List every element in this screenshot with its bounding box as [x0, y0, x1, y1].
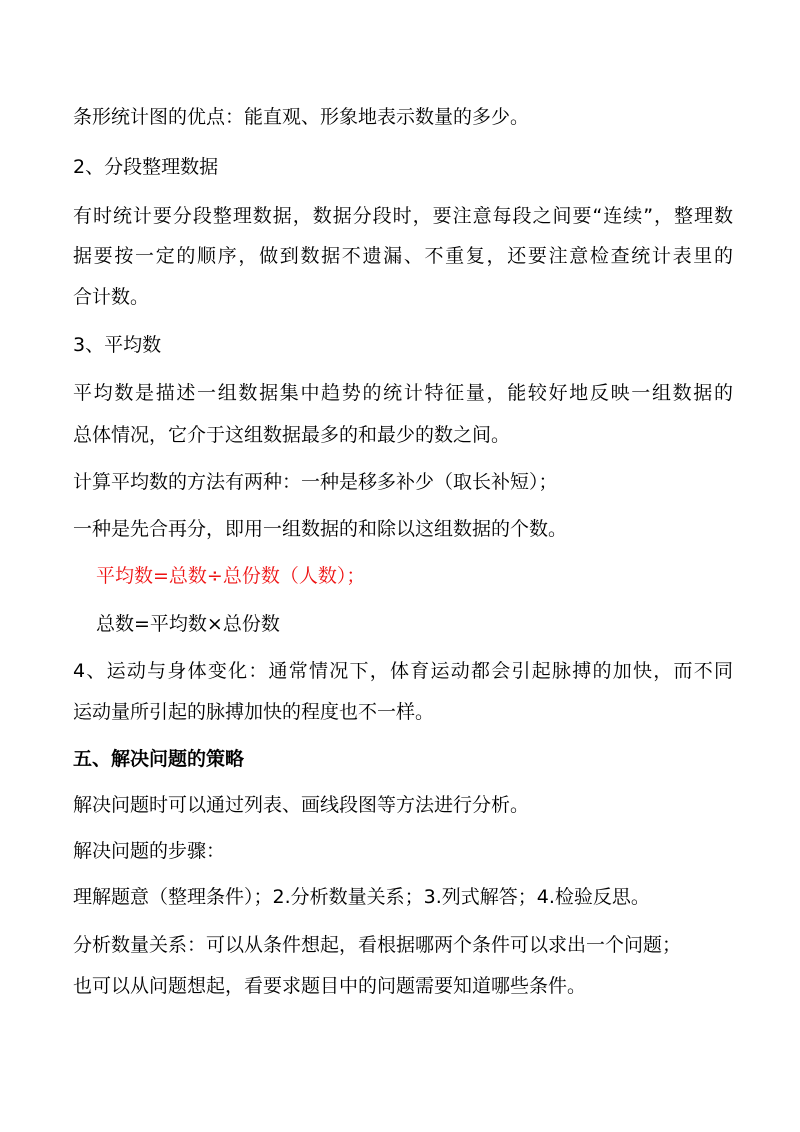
- section-5-steps: 理解题意（整理条件）；2.分析数量关系；3.列式解答；4.检验反思。: [73, 886, 650, 908]
- section-5-analysis-line-1: 分析数量关系：可以从条件想起，看根据哪两个条件可以求出一个问题；: [73, 934, 682, 956]
- section-5-intro: 解决问题时可以通过列表、画线段图等方法进行分析。: [73, 794, 530, 816]
- bar-chart-advantage-text: 条形统计图的优点：能直观、形象地表示数量的多少。: [73, 106, 530, 128]
- section-2-paragraph-line-3: 合计数。: [73, 286, 150, 308]
- section-3-definition-line-1: 平均数是描述一组数据集中趋势的统计特征量，能较好地反映一组数据的: [73, 382, 733, 404]
- section-4-line-2: 运动量所引起的脉搏加快的程度也不一样。: [73, 701, 435, 723]
- section-3-definition-line-2: 总体情况，它介于这组数据最多的和最少的数之间。: [73, 424, 511, 446]
- section-3-methods-line-1: 计算平均数的方法有两种：一种是移多补少（取长补短）；: [73, 471, 558, 493]
- section-4-line-1: 4、运动与身体变化：通常情况下，体育运动都会引起脉搏的加快，而不同: [73, 660, 733, 682]
- section-2-paragraph-line-2: 据要按一定的顺序，做到数据不遗漏、不重复，还要注意检查统计表里的: [73, 245, 733, 267]
- average-formula: 平均数=总数÷总份数（人数）；: [96, 565, 366, 587]
- section-3-heading: 3、平均数: [73, 334, 162, 356]
- section-5-steps-label: 解决问题的步骤：: [73, 840, 226, 862]
- section-3-methods-line-2: 一种是先合再分，即用一组数据的和除以这组数据的个数。: [73, 518, 568, 540]
- section-5-heading: 五、解决问题的策略: [73, 748, 245, 770]
- total-formula: 总数=平均数×总份数: [96, 613, 280, 635]
- section-5-analysis-line-2: 也可以从问题想起，看要求题目中的问题需要知道哪些条件。: [73, 975, 587, 997]
- section-2-heading: 2、分段整理数据: [73, 156, 219, 178]
- section-2-paragraph-line-1: 有时统计要分段整理数据，数据分段时，要注意每段之间要“连续”，整理数: [73, 205, 733, 227]
